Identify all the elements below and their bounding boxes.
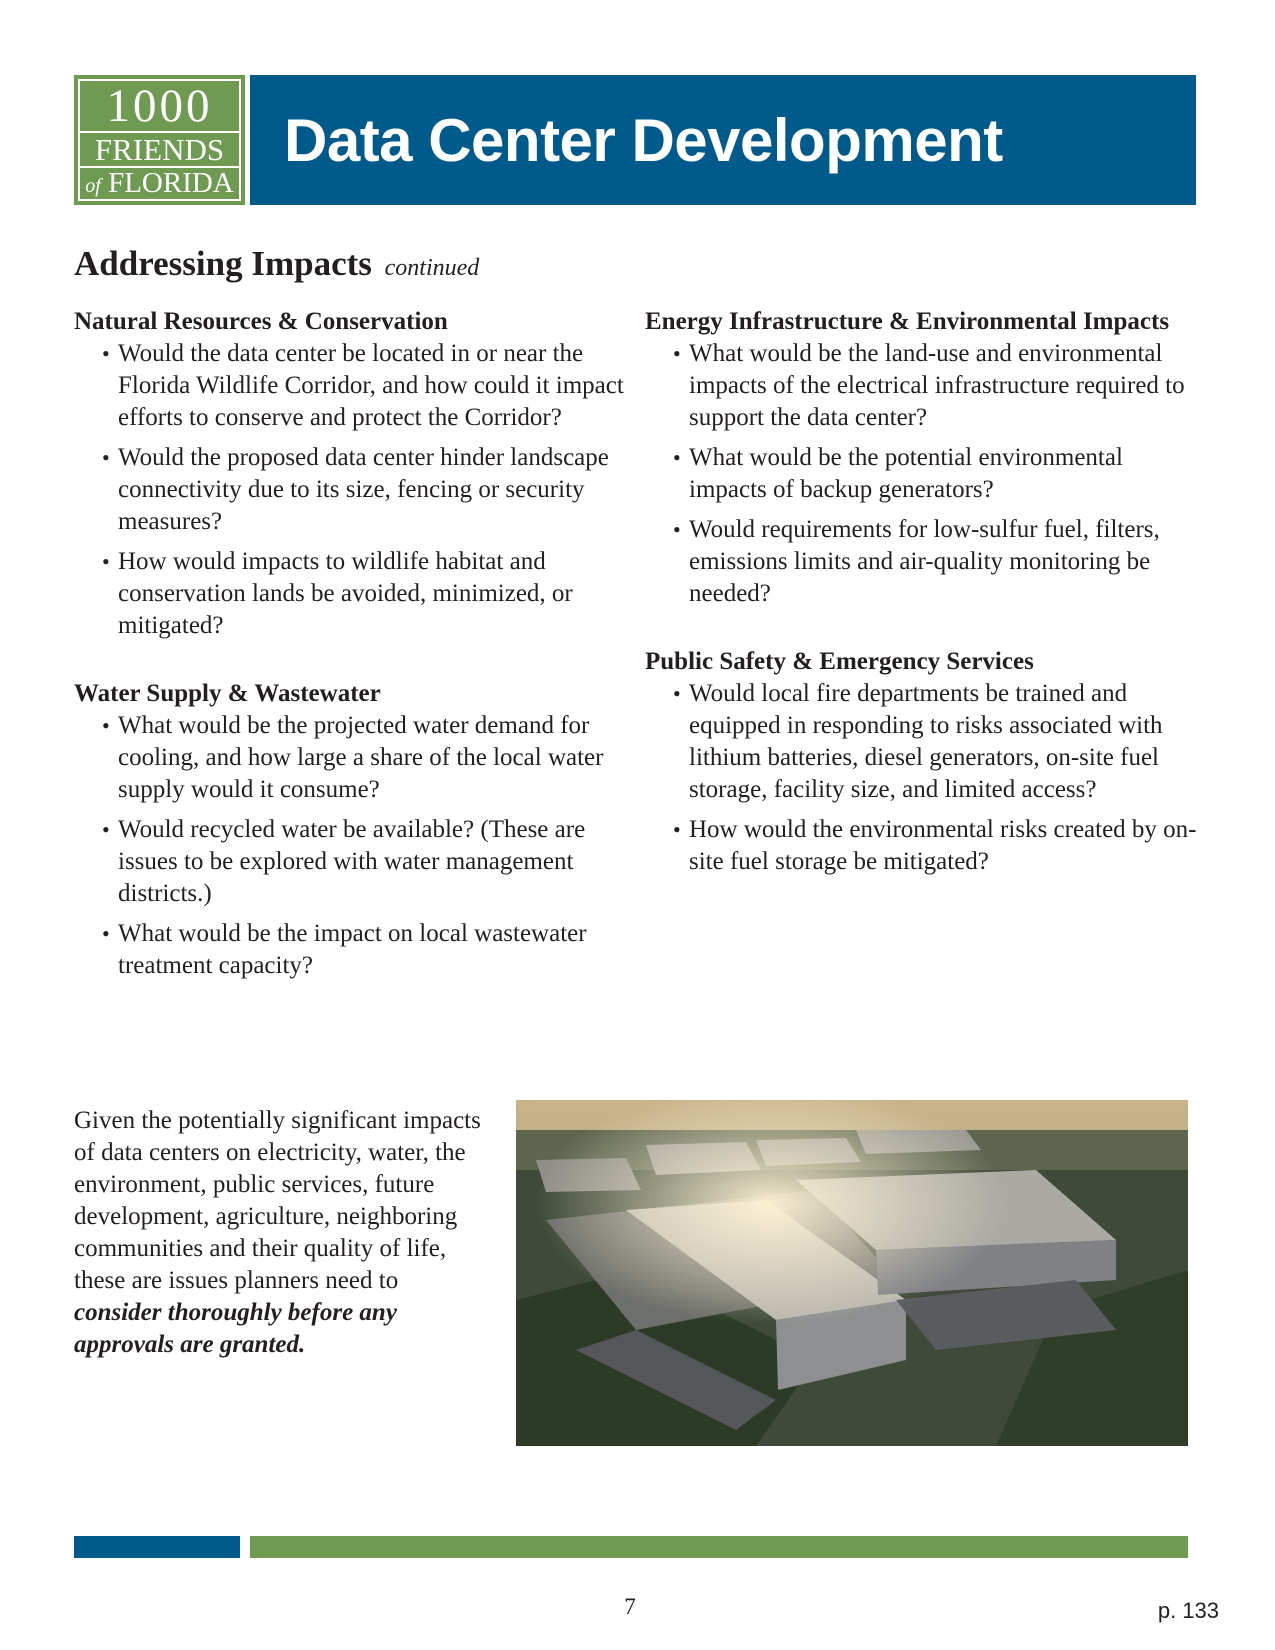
list-item: • Would the proposed data center hinder landscape connectivity due to its size, fencing or security measures? (102, 442, 634, 538)
list-item: • How would the environmental risks created by on-site fuel storage be mitigated? (673, 814, 1205, 878)
page-reference: p. 133 (1157, 1598, 1219, 1623)
list-item: • Would requirements for low-sulfur fuel, filters, emissions limits and air-quality monitoring be needed? (673, 514, 1205, 610)
logo-friends: FRIENDS (80, 131, 239, 168)
page-title: Data Center Development (284, 106, 1003, 174)
section-title: Addressing Impacts continued (74, 244, 480, 283)
left-column (74, 306, 634, 990)
natural-resources-list (102, 338, 634, 642)
water-supply-heading: Water Supply & Wastewater (74, 680, 381, 707)
list-item: • Would recycled water be available? (These are issues to be explored with water management districts.) (102, 814, 634, 910)
list-item: • Would the data center be located in or near the Florida Wildlife Corridor, and how could it impact efforts to conserve and protect the Corridor? (102, 338, 634, 434)
logo-number: 1000 (106, 79, 213, 132)
footer-bar-green (250, 1536, 1188, 1558)
list-item: • What would be the land-use and environmental impacts of the electrical infrastructure required to support the data center? (673, 338, 1205, 434)
title-banner (250, 75, 1196, 205)
friends-of-florida-logo (74, 75, 245, 205)
natural-resources-heading: Natural Resources & Conservation (74, 308, 448, 335)
energy-infrastructure-list (673, 338, 1205, 610)
list-item: • What would be the projected water demand for cooling, and how large a share of the local water supply would it consume? (102, 710, 634, 806)
list-item: • What would be the potential environmental impacts of backup generators? (673, 442, 1205, 506)
logo-florida: of FLORIDA (85, 166, 234, 199)
energy-infrastructure-heading: Energy Infrastructure & Environmental Impacts (645, 308, 1170, 335)
public-safety-heading: Public Safety & Emergency Services (645, 648, 1034, 675)
public-safety-list (673, 678, 1205, 878)
footer-bar-blue (74, 1536, 240, 1558)
summary-emphasis: consider thoroughly before any approvals are granted (74, 1299, 397, 1358)
right-column (645, 306, 1205, 886)
list-item: • How would impacts to wildlife habitat and conservation lands be avoided, minimized, or mitigated? (102, 546, 634, 642)
water-supply-list (102, 710, 634, 982)
aerial-data-center-photo (516, 1100, 1188, 1446)
continued-label: continued (384, 255, 480, 281)
summary-paragraph: Given the potentially significant impacts of data centers on electricity, water, the environment, public services, future development, agriculture, neighboring communities and their quality of life, these are issues planners need to consider thoroughly before any approvals are granted. (74, 1107, 481, 1358)
list-item: • What would be the impact on local wastewater treatment capacity? (102, 918, 634, 982)
page-number: 7 (624, 1594, 636, 1619)
list-item: • Would local fire departments be trained and equipped in responding to risks associated with lithium batteries, diesel generators, on-site fuel storage, facility size, and limited access? (673, 678, 1205, 806)
